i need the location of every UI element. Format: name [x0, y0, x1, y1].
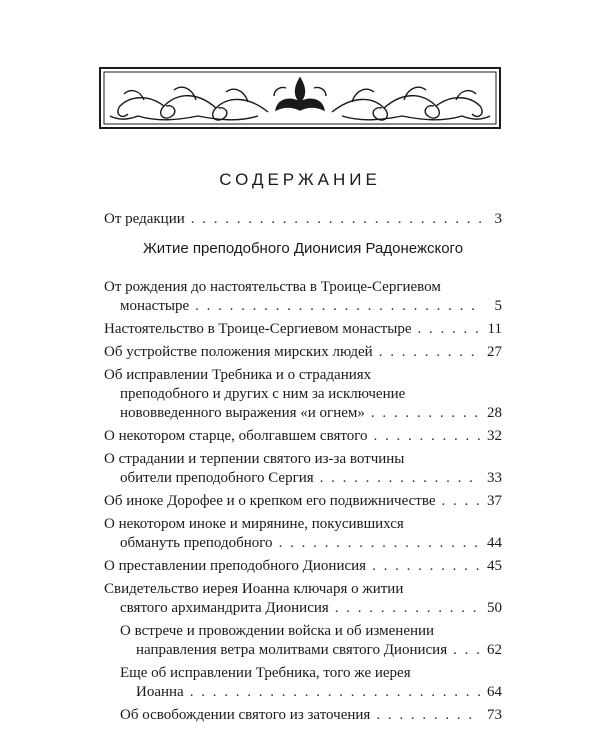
toc-page-number: 73 [487, 707, 502, 723]
dot-leader [374, 427, 482, 446]
toc-entry-line: О встрече и провождении войска и об изменении [120, 623, 435, 639]
toc-entry-line: О страдании и терпении святого из-за вотчины [104, 451, 405, 467]
dot-leader [191, 210, 482, 229]
toc-page-number: 32 [487, 428, 502, 444]
toc-entry-line: Об устройстве положения мирских людей [104, 344, 373, 360]
toc-entry-line: О некотором иноке и мирянине, покусившихся [104, 516, 404, 532]
dot-leader [371, 404, 481, 423]
toc-entry [104, 515, 502, 553]
toc-entry-line: Иоанна [136, 684, 184, 700]
toc-entry-line: Об освобождении святого из заточения [120, 707, 371, 723]
toc-page-number: 62 [487, 642, 502, 658]
dot-leader [441, 492, 481, 511]
toc-entry [104, 366, 502, 423]
toc-subentries [104, 622, 502, 725]
toc-entry-line: Еще об исправлении Требника, того же иерея [120, 665, 411, 681]
toc-entry-line: монастыре [120, 298, 190, 314]
dot-leader [335, 599, 481, 618]
toc-entry [104, 450, 502, 488]
toc-entry-line: нововведенного выражения «и огнем» [120, 405, 365, 421]
toc-entry-preface [104, 210, 502, 229]
toc-page-number: 33 [487, 470, 502, 486]
toc-entry [104, 278, 502, 316]
toc-page-number: 64 [487, 684, 502, 700]
toc-subentry [120, 706, 502, 725]
section-heading: Житие преподобного Дионисия Радонежского [142, 240, 464, 257]
decorative-ornament-band [98, 66, 502, 130]
toc-entry-line: От рождения до настоятельства в Троице-Сергиевом [104, 279, 441, 295]
toc-entry [104, 320, 502, 339]
toc-subentry [120, 664, 502, 702]
page-title: СОДЕРЖАНИЕ [219, 170, 381, 189]
toc-subentry [120, 622, 502, 660]
toc-entry [104, 343, 502, 362]
dot-leader [372, 557, 481, 576]
toc-page-number: 45 [487, 558, 502, 574]
toc-page-number: 37 [487, 493, 502, 509]
toc-entry-line: обители преподобного Сергия [120, 470, 314, 486]
toc-page-number: 3 [494, 211, 502, 227]
toc-entry-line: направления ветра молитвами святого Дионисия [136, 642, 448, 658]
toc-entry [104, 580, 502, 618]
toc-page-number: 5 [494, 298, 502, 314]
toc-entry [104, 492, 502, 511]
toc-entry-line: обмануть преподобного [120, 535, 273, 551]
toc-page-number: 28 [487, 405, 502, 421]
dot-leader [376, 706, 481, 725]
dot-leader [190, 683, 481, 702]
toc-entry-title: От редакции [104, 211, 185, 227]
table-of-contents [104, 210, 502, 729]
toc-page-number: 11 [487, 321, 502, 337]
toc-entry [104, 557, 502, 576]
toc-page-number: 27 [487, 344, 502, 360]
toc-entry-line: Настоятельство в Троице-Сергиевом монастыре [104, 321, 412, 337]
toc-entry-line: Об иноке Дорофее и о крепком его подвижничестве [104, 493, 436, 509]
toc-entry-line: О некотором старце, оболгавшем святого [104, 428, 368, 444]
dot-leader [195, 297, 482, 316]
toc-page-number: 50 [487, 600, 502, 616]
dot-leader [279, 534, 481, 553]
dot-leader [453, 641, 481, 660]
toc-page-number: 44 [487, 535, 502, 551]
toc-entry-line: святого архимандрита Дионисия [120, 600, 329, 616]
dot-leader [379, 343, 481, 362]
dot-leader [320, 469, 481, 488]
dot-leader [417, 320, 481, 339]
toc-entry-line: Об исправлении Требника и о страданиях [104, 367, 372, 383]
toc-entry [104, 427, 502, 446]
toc-entry-line: преподобного и других с ним за исключение [120, 386, 406, 402]
toc-entry-line: О преставлении преподобного Дионисия [104, 558, 367, 574]
toc-entry-line: Свидетельство иерея Иоанна ключаря о житии [104, 581, 404, 597]
